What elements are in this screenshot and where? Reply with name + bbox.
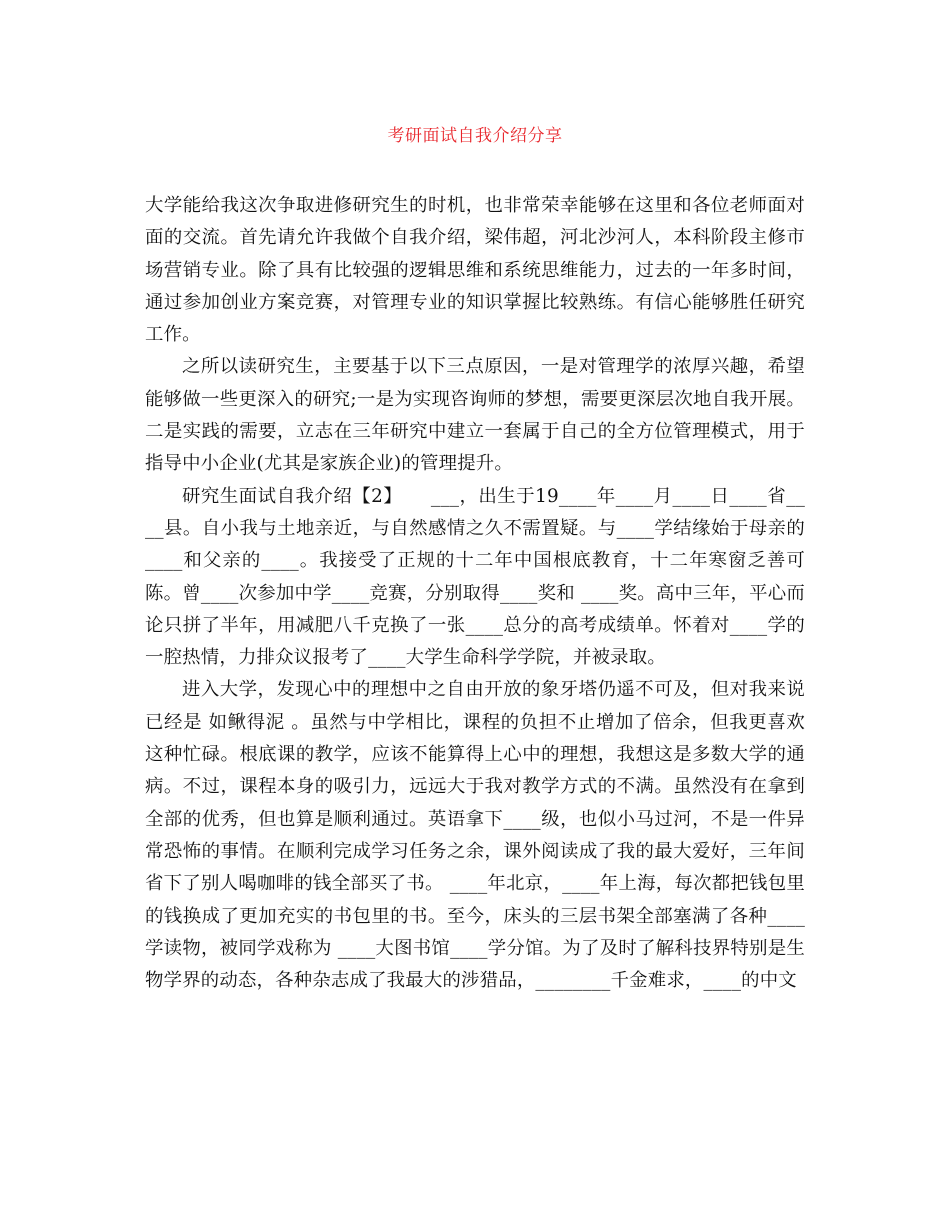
paragraph: 研究生面试自我介绍【2】 ___，出生于19____年____月____日____省____县。自小我与土地亲近，与自然感情之久不需置疑。与____学结缘始于母亲的____和父亲的____。我接受了正规的十二年中国根底教育，十二年寒窗乏善可陈。曾____次参加中学____竞赛，分别取得____奖和 ____奖。高中三年，平心而论只拼了半年，用减肥八千克换了一张____总分的高考成绩单。怀着对____学的一腔热情，力排众议报考了____大学生命科学学院，并被录取。 [145, 485, 805, 669]
paragraph: 大学能给我这次争取进修研究生的时机，也非常荣幸能够在这里和各位老师面对面的交流。首先请允许我做个自我介绍，梁伟超，河北沙河人，本科阶段主修市场营销专业。除了具有比较强的逻辑思维和系统思维能力，过去的一年多时间，通过参加创业方案竞赛，对管理专业的知识掌握比较熟练。有信心能够胜任研究工作。 [145, 195, 805, 346]
paragraph: 进入大学，发现心中的理想中之自由开放的象牙塔仍遥不可及，但对我来说已经是 如鳅得泥 。虽然与中学相比，课程的负担不止增加了倍余，但我更喜欢这种忙碌。根底课的教学，应该不能算得上心中的理想，我想这是多数大学的通病。不过，课程本身的吸引力，远远大于我对教学方式的不满。虽然没有在拿到全部的优秀，但也算是顺利通过。英语拿下____级，也似小马过河，不是一件异常恐怖的事情。在顺利完成学习任务之余，课外阅读成了我的最大爱好，三年间省下了别人喝咖啡的钱全部买了书。 ____年北京，____年上海，每次都把钱包里的钱换成了更加充实的书包里的书。至今，床头的三层书架全部塞满了各种____学读物，被同学戏称为 ____大图书馆____学分馆。为了及时了解科技界特别是生物学界的动态，各种杂志成了我最大的涉猎品，________千金难求，____的中文 [145, 679, 805, 992]
paragraph: 之所以读研究生，主要基于以下三点原因，一是对管理学的浓厚兴趣，希望能够做一些更深入的研究;一是为实现咨询师的梦想，需要更深层次地自我开展。二是实践的需要，立志在三年研究中建立一套属于自己的全方位管理模式，用于指导中小企业(尤其是家族企业)的管理提升。 [145, 356, 805, 475]
document-title: 考研面试自我介绍分享 [387, 126, 563, 146]
document-body [145, 190, 805, 997]
